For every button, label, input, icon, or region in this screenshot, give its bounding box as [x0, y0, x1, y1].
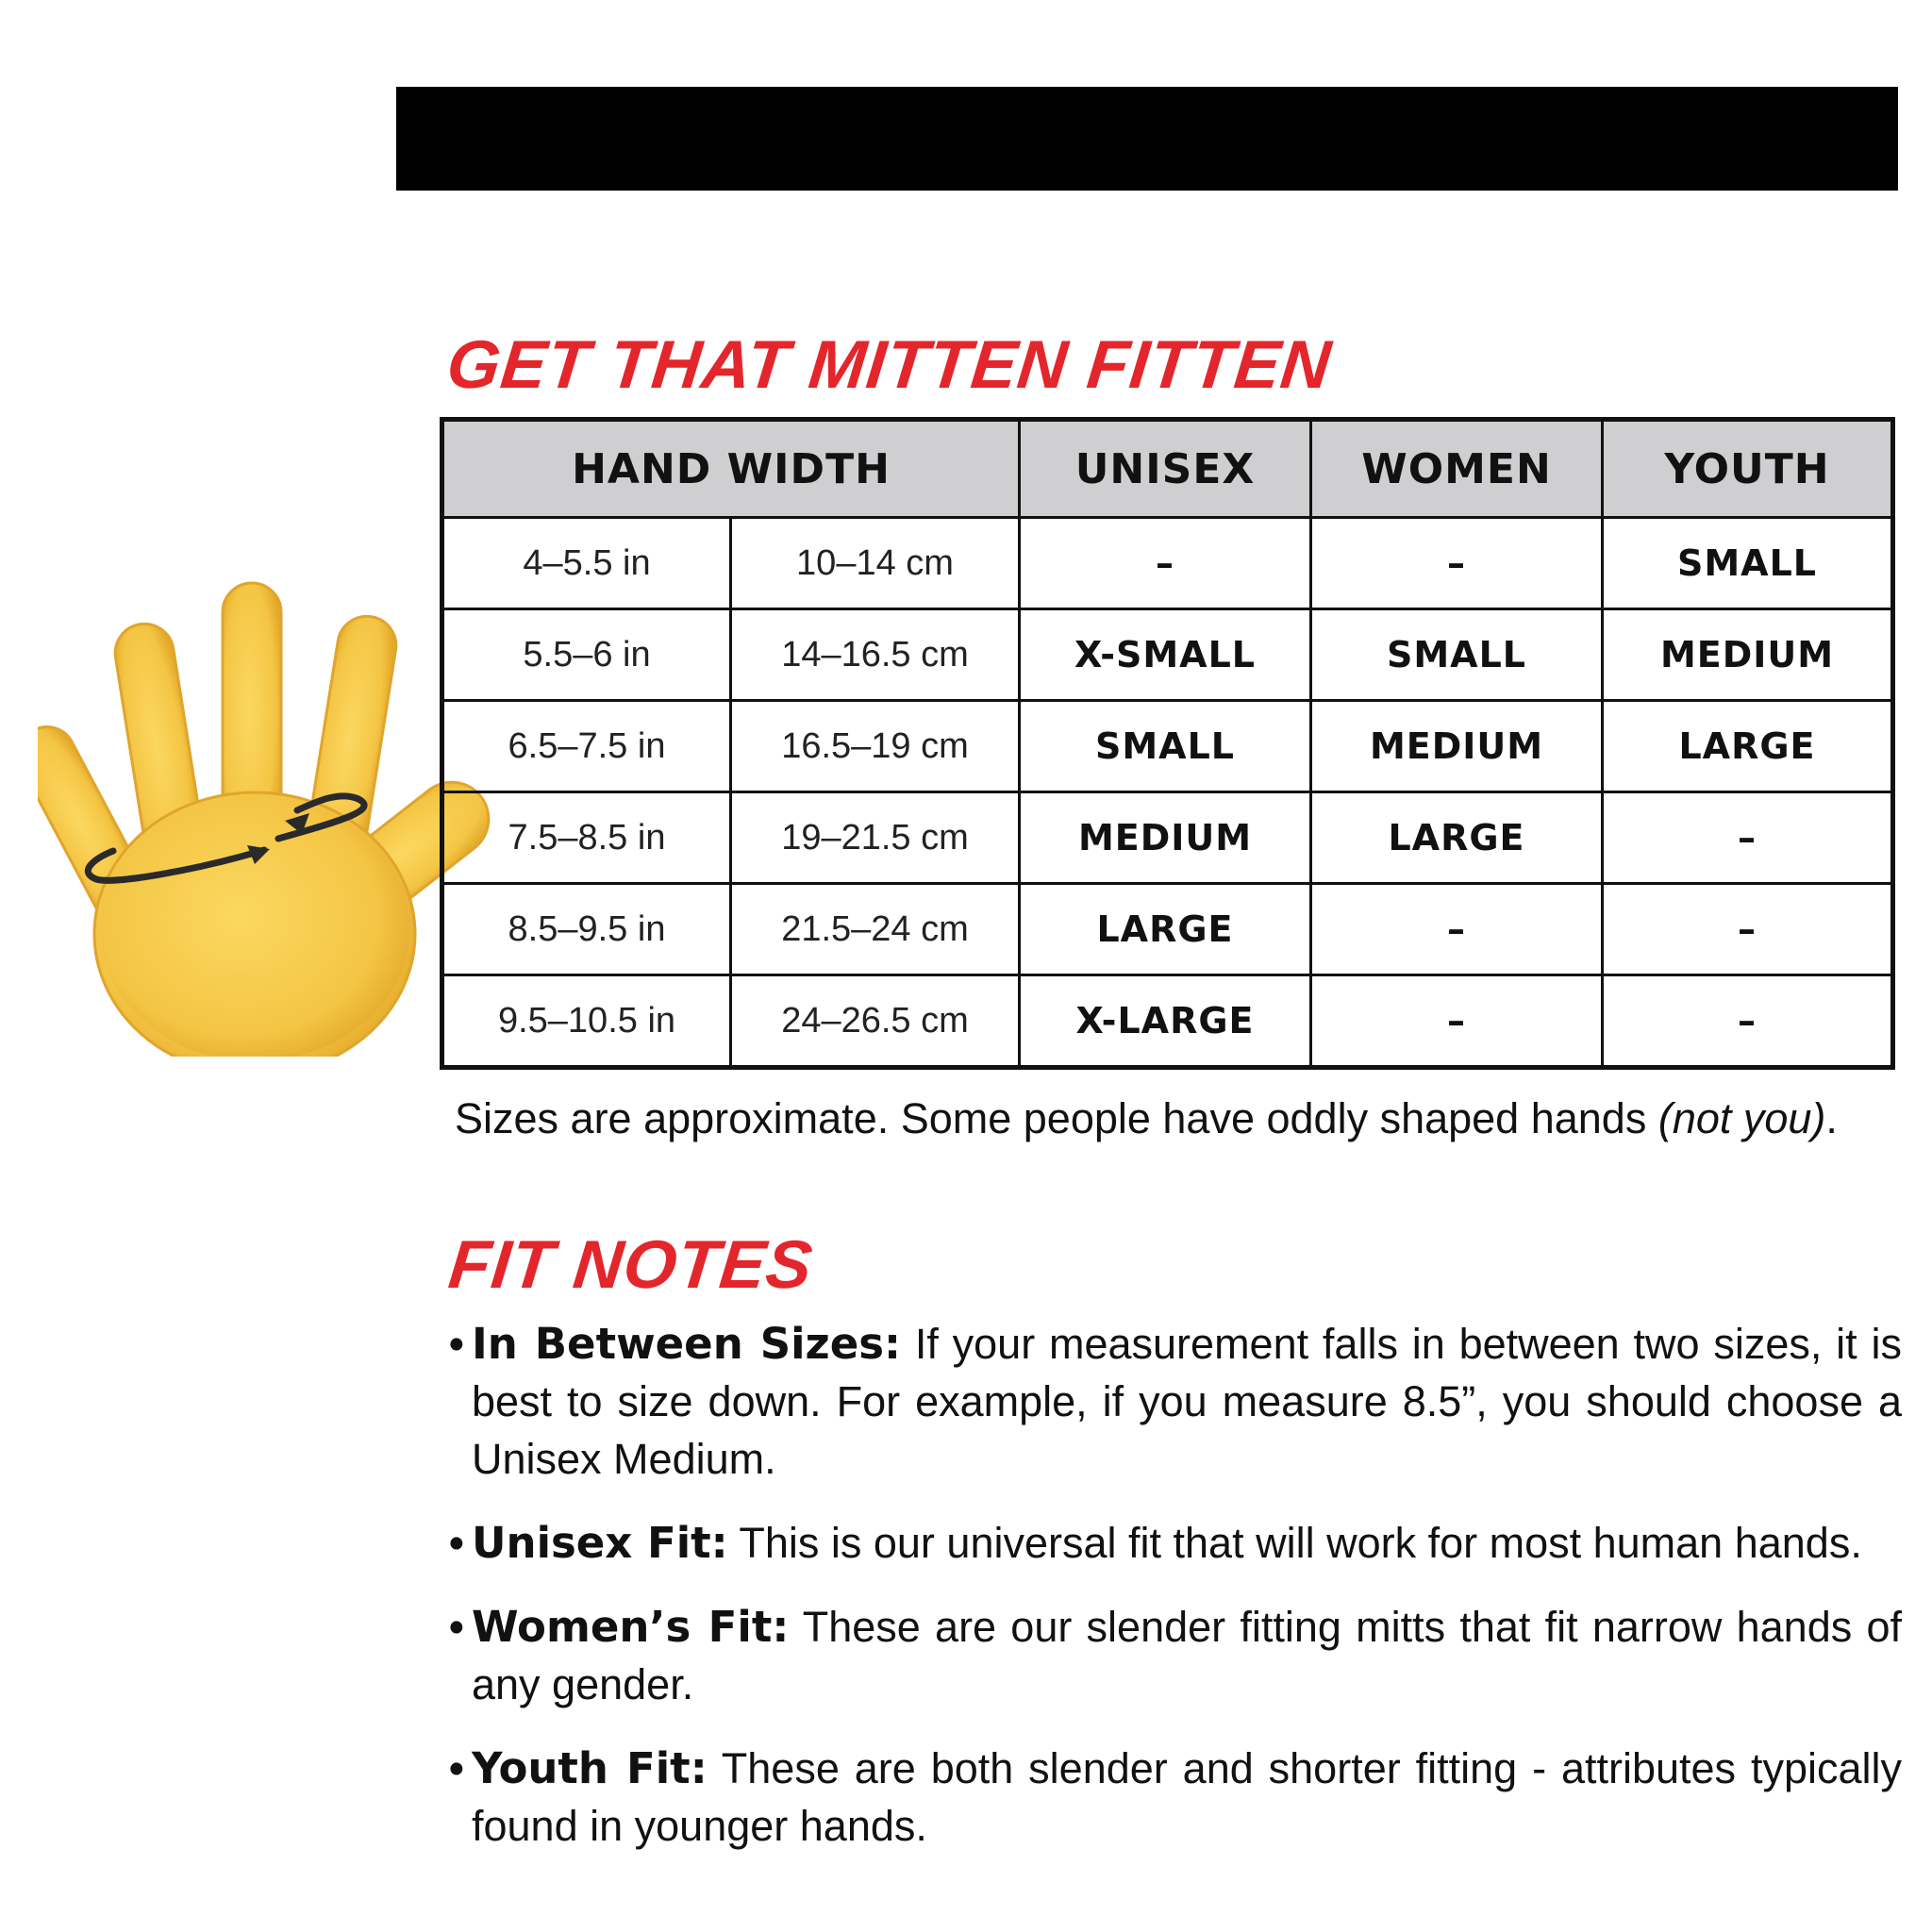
- note-body: These are our slender fitting mitts that fit narrow hands of any gender.: [472, 1603, 1902, 1708]
- table-row: [442, 792, 1893, 884]
- cell-youth: LARGE: [1603, 701, 1893, 792]
- cell-cm: 14–16.5 cm: [731, 609, 1020, 701]
- disclaimer-aside: (not you): [1657, 1094, 1826, 1142]
- cell-cm: 19–21.5 cm: [731, 792, 1020, 884]
- bullet-icon: •: [449, 1603, 464, 1651]
- cell-unisex: LARGE: [1020, 884, 1311, 975]
- cell-inches: 8.5–9.5 in: [442, 884, 731, 975]
- cell-inches: 7.5–8.5 in: [442, 792, 731, 884]
- top-banner-bar: [396, 87, 1898, 191]
- table-row: [442, 975, 1893, 1068]
- disclaimer-text: Sizes are approximate. Some people have oddly shaped hands: [455, 1094, 1658, 1142]
- cell-unisex: X-LARGE: [1020, 975, 1311, 1068]
- header-youth: YOUTH: [1603, 420, 1893, 518]
- fit-notes-list: [449, 1315, 1902, 1881]
- cell-unisex: X-SMALL: [1020, 609, 1311, 701]
- header-unisex: UNISEX: [1020, 420, 1311, 518]
- cell-women: –: [1311, 518, 1603, 609]
- cell-inches: 4–5.5 in: [442, 518, 731, 609]
- bullet-icon: •: [449, 1320, 464, 1368]
- bullet-icon: •: [449, 1744, 464, 1792]
- cell-youth: –: [1603, 884, 1893, 975]
- section-title-fit: GET THAT MITTEN FITTEN: [443, 327, 1336, 403]
- cell-women: LARGE: [1311, 792, 1603, 884]
- cell-inches: 5.5–6 in: [442, 609, 731, 701]
- disclaimer-end: .: [1825, 1094, 1838, 1142]
- cell-youth: SMALL: [1603, 518, 1893, 609]
- cell-women: –: [1311, 884, 1603, 975]
- raised-hand-icon: [38, 566, 509, 1057]
- note-body: This is our universal fit that will work for most human hands.: [727, 1519, 1862, 1567]
- table-row: [442, 884, 1893, 975]
- cell-women: –: [1311, 975, 1603, 1068]
- size-disclaimer: [455, 1094, 1838, 1143]
- table-row: [442, 701, 1893, 792]
- note-body: If your measurement falls in between two sizes, it is best to size down. For example, if you measure 8.5”, you should choose a Unisex Medium.: [472, 1320, 1902, 1483]
- cell-youth: MEDIUM: [1603, 609, 1893, 701]
- cell-unisex: –: [1020, 518, 1311, 609]
- cell-women: MEDIUM: [1311, 701, 1603, 792]
- list-item: [449, 1315, 1902, 1488]
- cell-women: SMALL: [1311, 609, 1603, 701]
- cell-unisex: SMALL: [1020, 701, 1311, 792]
- note-heading: Youth Fit:: [472, 1743, 708, 1793]
- bullet-icon: •: [449, 1519, 464, 1567]
- cell-cm: 16.5–19 cm: [731, 701, 1020, 792]
- list-item: [449, 1598, 1902, 1713]
- section-title-notes: FIT NOTES: [445, 1227, 817, 1303]
- cell-youth: –: [1603, 975, 1893, 1068]
- list-item: [449, 1514, 1902, 1572]
- cell-inches: 9.5–10.5 in: [442, 975, 731, 1068]
- table-row: [442, 518, 1893, 609]
- note-heading: Women’s Fit:: [472, 1602, 790, 1652]
- note-heading: In Between Sizes:: [472, 1319, 902, 1369]
- table-header-row: [442, 420, 1893, 518]
- table-row: [442, 609, 1893, 701]
- cell-unisex: MEDIUM: [1020, 792, 1311, 884]
- cell-cm: 10–14 cm: [731, 518, 1020, 609]
- list-item: [449, 1740, 1902, 1855]
- header-women: WOMEN: [1311, 420, 1603, 518]
- cell-inches: 6.5–7.5 in: [442, 701, 731, 792]
- note-heading: Unisex Fit:: [472, 1518, 728, 1568]
- size-table: [440, 417, 1895, 1070]
- header-hand-width: HAND WIDTH: [442, 420, 1020, 518]
- note-body: These are both slender and shorter fitting - attributes typically found in younger hands.: [472, 1744, 1902, 1850]
- cell-cm: 21.5–24 cm: [731, 884, 1020, 975]
- cell-youth: –: [1603, 792, 1893, 884]
- cell-cm: 24–26.5 cm: [731, 975, 1020, 1068]
